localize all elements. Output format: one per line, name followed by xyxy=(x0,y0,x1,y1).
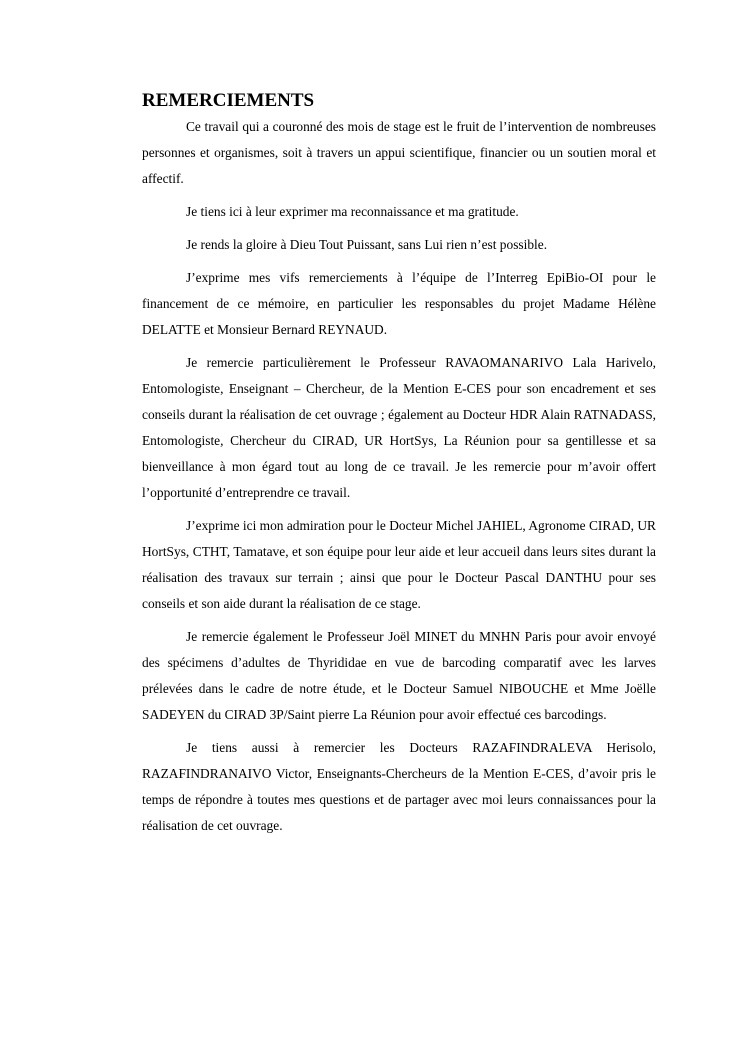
paragraph-gratitude: Je tiens ici à leur exprimer ma reconnaissance et ma gratitude. xyxy=(186,204,519,219)
paragraph-intro: Ce travail qui a couronné des mois de stage est le fruit de l’intervention de nombreuses personnes et organismes, soit à travers un appui scientifique, financier ou un soutien moral et affectif. xyxy=(142,119,656,186)
paragraph-minet: Je remercie également le Professeur Joël MINET du MNHN Paris pour avoir envoyé des spécimens d’adultes de Thyrididae en vue de barcoding comparatif avec les larves prélevées dans le cadre de notre étude, et le Docteur Samuel NIBOUCHE et Mme Joëlle SADEYEN du CIRAD 3P/Saint pierre La Réunion pour avoir effectué ces barcodings. xyxy=(142,629,656,722)
paragraph-jahiel: J’exprime ici mon admiration pour le Docteur Michel JAHIEL, Agronome CIRAD, UR HortSys, CTHT, Tamatave, et son équipe pour leur aide et leur accueil dans leurs sites durant la réalisation des travaux sur terrain ; ainsi que pour le Docteur Pascal DANTHU pour ses conseils et son aide durant la réalisation de ce stage. xyxy=(142,518,656,611)
paragraph-supervisors: Je remercie particulièrement le Professeur RAVAOMANARIVO Lala Harivelo, Entomologiste, Enseignant – Chercheur, de la Mention E-CES pour son encadrement et ses conseils durant la réalisation de cet ouvrage ; également au Docteur HDR Alain RATNADASS, Entomologiste, Chercheur du CIRAD, UR HortSys, La Réunion pour sa gentillesse et sa bienveillance à mon égard tout au long de ce travail. Je les remercie pour m’avoir offert l’opportunité d’entreprendre ce travail. xyxy=(142,355,656,500)
paragraph-interreg: J’exprime mes vifs remerciements à l’équipe de l’Interreg EpiBio-OI pour le financement de ce mémoire, en particulier les responsables du projet Madame Hélène DELATTE et Monsieur Bernard REYNAUD. xyxy=(142,270,656,337)
page-title: REMERCIEMENTS xyxy=(142,90,315,111)
paragraph-god: Je rends la gloire à Dieu Tout Puissant, sans Lui rien n’est possible. xyxy=(186,237,548,252)
document-page xyxy=(142,88,656,846)
paragraph-razafindraleva: Je tiens aussi à remercier les Docteurs RAZAFINDRALEVA Herisolo, RAZAFINDRANAIVO Victor, Enseignants-Chercheurs de la Mention E-CES, d’avoir pris le temps de répondre à toutes mes questions et de partager avec moi leurs connaissances pour la réalisation de cet ouvrage. xyxy=(142,740,656,833)
